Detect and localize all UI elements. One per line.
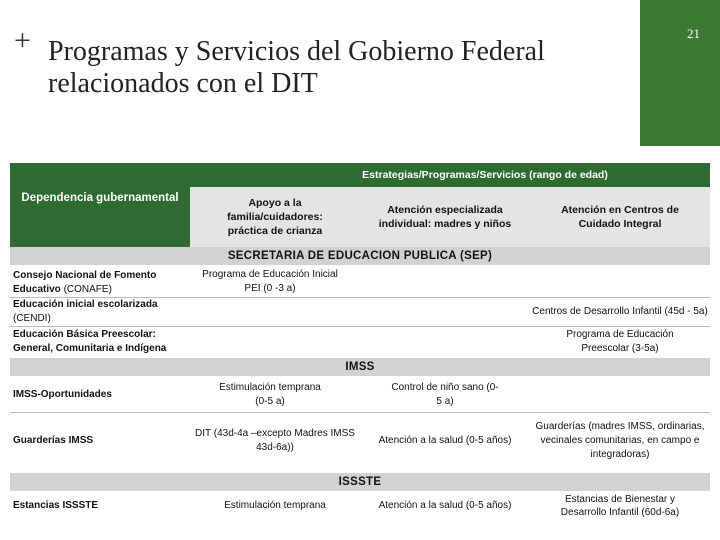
preescolar-label xyxy=(10,327,190,356)
preescolar-centros-text: Programa de Educación Preescolar (3-5a) xyxy=(566,328,674,354)
guarderias-label xyxy=(10,413,190,469)
sep-band-text: SECRETARIA DE EDUCACION PUBLICA (SEP) xyxy=(227,250,493,262)
guarderias-atencion xyxy=(360,413,530,469)
title-line-1: Programas y Servicios del Gobierno Federal xyxy=(48,36,545,67)
oportunidades-apoyo-text: Estimulación temprana (0-5 a) xyxy=(219,382,321,407)
slide-title xyxy=(48,36,608,100)
guarderias-apoyo xyxy=(190,413,360,469)
header-apoyo xyxy=(190,187,360,247)
guarderias-apoyo-text: DIT (43d-4a –excepto Madres IMSS 43d-6a)) xyxy=(195,428,355,453)
estancias-label xyxy=(10,491,190,520)
accent-box xyxy=(640,0,720,146)
estancias-centros xyxy=(530,491,710,520)
header-atencion-text: Atención especializada individual: madres y niños xyxy=(378,204,512,230)
guarderias-atencion-text: Atención a la salud (0-5 años) xyxy=(378,435,512,446)
estancias-atencion-text: Atención a la salud (0-5 años) xyxy=(378,499,512,511)
header-apoyo-text: Apoyo a la familia/cuidadores: práctica de crianza xyxy=(227,197,323,237)
cendi-label-normal: (CENDI) xyxy=(13,313,51,324)
header-centros xyxy=(530,187,710,247)
conafe-label-bold: Consejo Nacional de Fomento Educativo xyxy=(13,270,157,295)
estancias-centros-text: Estancias de Bienestar y Desarrollo Infantil (60d-6a) xyxy=(560,493,680,518)
top-header-text: Estrategias/Programas/Servicios (rango de edad) xyxy=(362,169,608,181)
estancias-atencion xyxy=(360,491,530,520)
conafe-label-normal: (CONAFE) xyxy=(60,284,112,295)
page-number: 21 xyxy=(687,26,700,41)
preescolar-label-text: Educación Básica Preescolar: General, Comunitaria e Indígena xyxy=(13,328,167,354)
imss-band-text: IMSS xyxy=(345,361,375,373)
estancias-apoyo xyxy=(190,491,360,520)
imss-band xyxy=(10,358,710,376)
estancias-apoyo-text: Estimulación temprana xyxy=(224,499,326,511)
cendi-centros-text: Centros de Desarrollo Infantil (45d - 5a) xyxy=(532,306,708,317)
header-centros-text: Atención en Centros de Cuidado Integral xyxy=(561,204,679,230)
issste-band xyxy=(10,473,710,491)
sep-band xyxy=(10,247,710,265)
issste-band-text: ISSSTE xyxy=(338,476,382,488)
conafe-label xyxy=(10,267,190,297)
conafe-program xyxy=(190,267,350,297)
guarderias-label-text: Guarderías IMSS xyxy=(13,435,94,446)
header-dependencia xyxy=(10,187,190,247)
oportunidades-label-text: IMSS-Oportunidades xyxy=(13,389,112,400)
cendi-label xyxy=(10,298,190,326)
guarderias-centros xyxy=(530,413,710,469)
bullet-plus-icon: + xyxy=(14,24,31,57)
oportunidades-atencion xyxy=(360,378,530,412)
table-top-header xyxy=(10,163,710,187)
estancias-label-text: Estancias ISSSTE xyxy=(13,499,99,511)
conafe-program-text: Programa de Educación Inicial PEI (0 -3 a) xyxy=(202,269,338,294)
header-dependencia-text: Dependencia gubernamental xyxy=(21,192,179,204)
oportunidades-atencion-text: Control de niño sano (0-5 a) xyxy=(391,382,499,407)
title-line-2: relacionados con el DIT xyxy=(48,68,318,99)
oportunidades-apoyo xyxy=(200,378,340,412)
programs-table xyxy=(10,163,710,520)
header-atencion xyxy=(360,187,530,247)
cendi-centros xyxy=(530,298,710,326)
preescolar-centros xyxy=(530,327,710,356)
oportunidades-label xyxy=(10,378,190,412)
guarderias-centros-text: Guarderías (madres IMSS, ordinarias, vecinales comunitarias, en campo e integradoras) xyxy=(535,421,705,460)
cendi-label-bold: Educación inicial escolarizada xyxy=(13,299,158,310)
